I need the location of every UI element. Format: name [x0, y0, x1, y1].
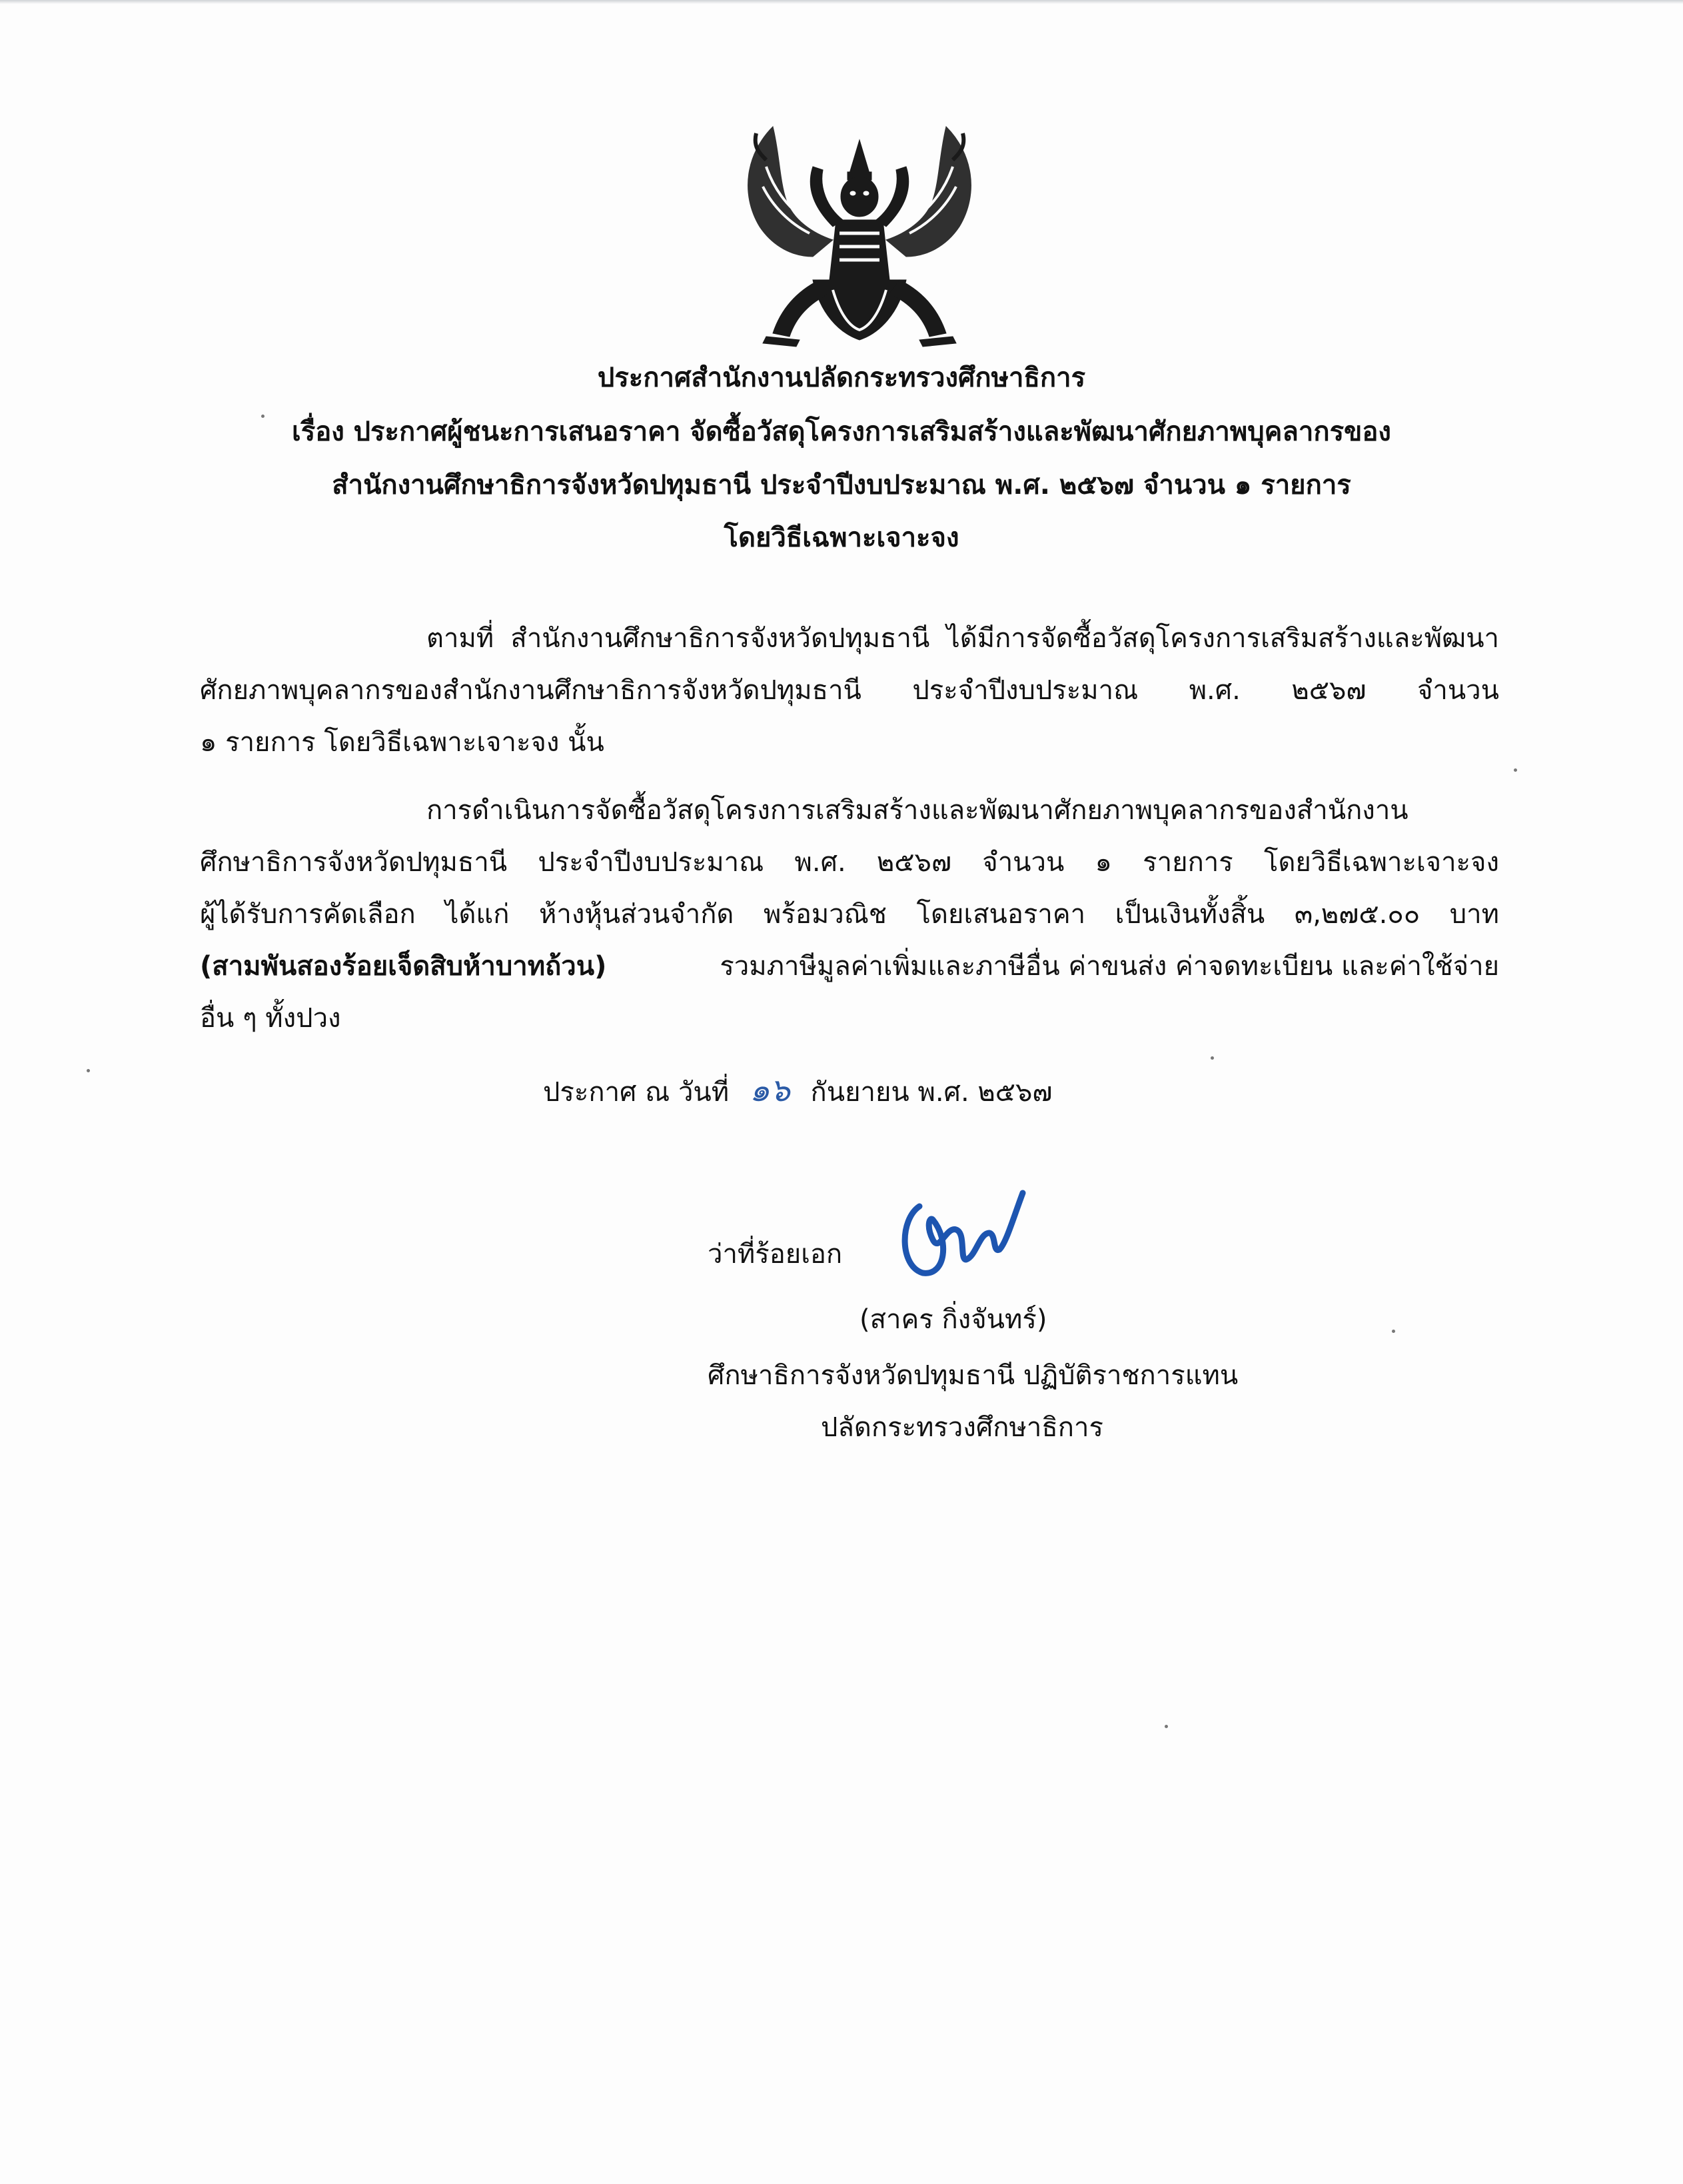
signer-position-line2: ปลัดกระทรวงศึกษาธิการ: [821, 1412, 1103, 1443]
para2-line4: [200, 945, 1499, 988]
date-suffix: กันยายน พ.ศ. ๒๕๖๗: [810, 1077, 1053, 1108]
para1-line3: ๑ รายการ โดยวิธีเฉพาะเจาะจง นั้น: [200, 727, 604, 758]
amount-in-words: (สามพันสองร้อยเจ็ดสิบห้าบาทถ้วน): [200, 951, 607, 982]
para2-line4-text: รวมภาษีมูลค่าเพิ่มและภาษีอื่น ค่าขนส่ง ค่าจดทะเบียน และค่าใช้จ่าย: [720, 951, 1499, 982]
scan-speck: [1211, 1056, 1214, 1060]
announcement-subject-line2: สำนักงานศึกษาธิการจังหวัดปทุมธานี ประจำปีงบประมาณ พ.ศ. ๒๕๖๗ จำนวน ๑ รายการ: [332, 470, 1351, 501]
signer-rank: ว่าที่ร้อยเอก: [708, 1239, 843, 1270]
para1-line2: ศักยภาพบุคลากรของสำนักงานศึกษาธิการจังหวัดปทุมธานี ประจำปีงบประมาณ พ.ศ. ๒๕๖๗ จำนวน: [200, 675, 1499, 706]
signature-mark: [893, 1180, 1026, 1293]
signer-name: (สาคร กิ่งจันทร์): [859, 1304, 1047, 1335]
scan-speck: [1392, 1330, 1395, 1333]
scan-speck: [1514, 768, 1517, 772]
para2-line1: การดำเนินการจัดซื้อวัสดุโครงการเสริมสร้างและพัฒนาศักยภาพบุคลากรของสำนักงาน: [426, 795, 1408, 826]
date-day-handwritten: ๑๖: [749, 1072, 790, 1109]
announcement-subject: เรื่อง ประกาศผู้ชนะการเสนอราคา จัดซื้อวัสดุโครงการเสริมสร้างและพัฒนาศักยภาพบุคลากรของ: [292, 417, 1391, 447]
announcement-date: [543, 1069, 1052, 1114]
garuda-emblem-icon: [733, 113, 986, 360]
para2-line2: ศึกษาธิการจังหวัดปทุมธานี ประจำปีงบประมาณ พ.ศ. ๒๕๖๗ จำนวน ๑ รายการ โดยวิธีเฉพาะเจาะจง: [200, 847, 1499, 878]
scan-edge: [0, 0, 1683, 4]
para2-line5: อื่น ๆ ทั้งปวง: [200, 1003, 341, 1034]
scan-speck: [87, 1069, 90, 1072]
signer-position: ศึกษาธิการจังหวัดปทุมธานี ปฏิบัติราชการแทน: [708, 1360, 1239, 1391]
scan-speck: [1165, 1725, 1168, 1728]
date-prefix: ประกาศ ณ วันที่: [543, 1077, 730, 1108]
announcement-subject-line3: โดยวิธีเฉพาะเจาะจง: [724, 523, 959, 553]
para1-line1: ตามที่ สำนักงานศึกษาธิการจังหวัดปทุมธานี ได้มีการจัดซื้อวัสดุโครงการเสริมสร้างและพัฒนา: [426, 623, 1499, 654]
announcement-title: ประกาศสำนักงานปลัดกระทรวงศึกษาธิการ: [597, 363, 1086, 393]
para2-line3: ผู้ได้รับการคัดเลือก ได้แก่ ห้างหุ้นส่วนจำกัด พร้อมวณิช โดยเสนอราคา เป็นเงินทั้งสิ้น ๓,๒๗๕.๐๐ บาท: [200, 899, 1499, 930]
